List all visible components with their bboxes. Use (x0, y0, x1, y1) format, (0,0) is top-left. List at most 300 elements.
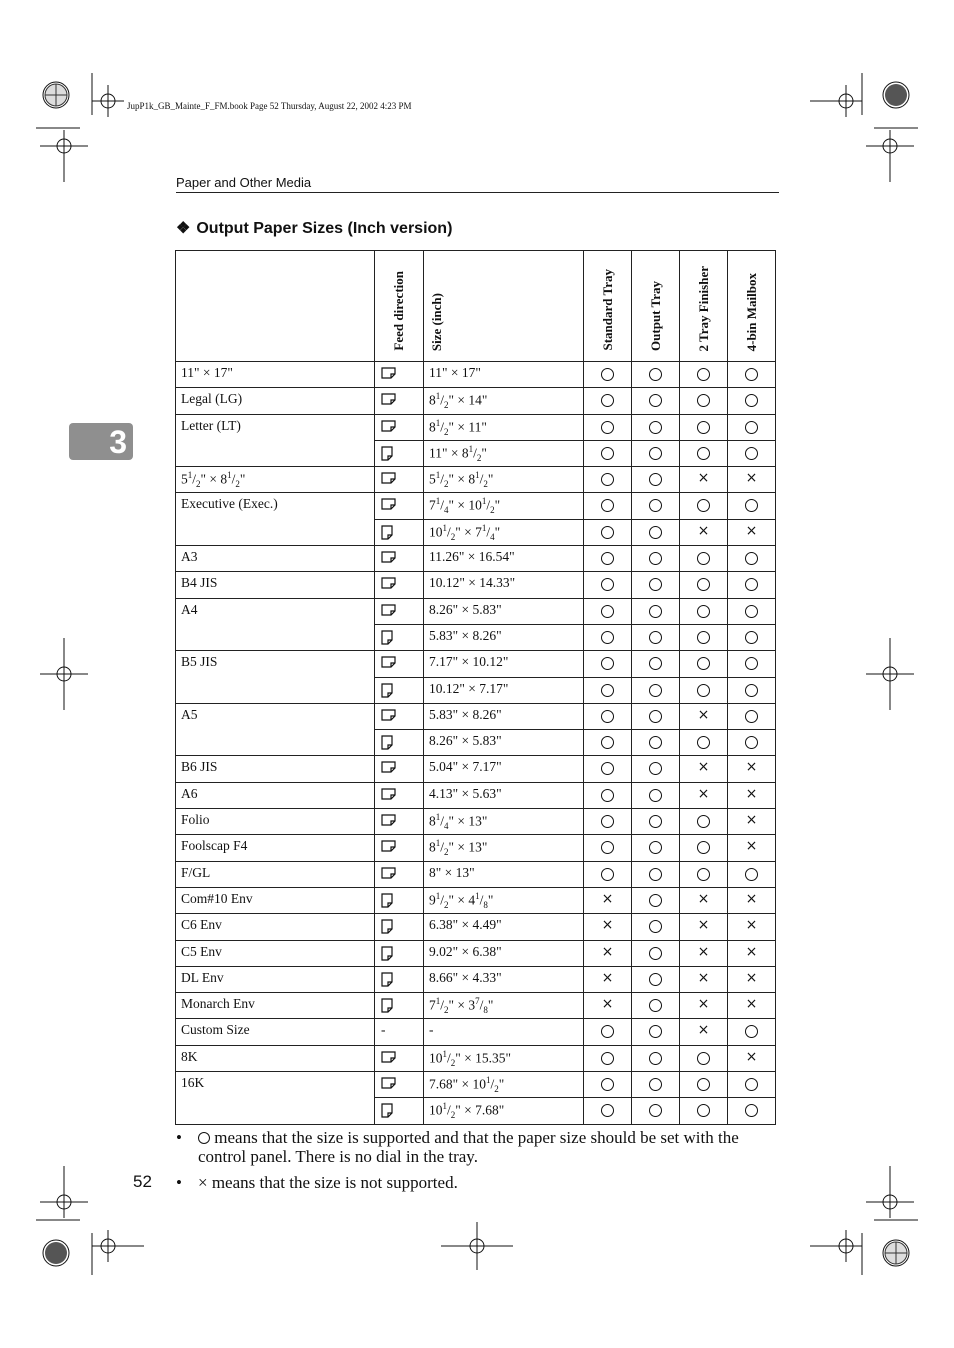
supported-circle-icon (745, 657, 758, 670)
size-cell: - (424, 1019, 584, 1045)
standard-tray-cell (584, 546, 632, 572)
not-supported-cross-icon: × (601, 996, 614, 1013)
supported-circle-icon (601, 710, 614, 723)
feed-direction-cell (375, 861, 424, 887)
table-row (176, 993, 776, 1019)
supported-circle-icon (601, 526, 614, 539)
landscape-feed-icon (381, 814, 396, 826)
feed-direction-cell (375, 966, 424, 992)
supported-circle-icon (601, 762, 614, 775)
table-row (176, 835, 776, 861)
not-supported-cross-icon: × (697, 522, 710, 539)
paper-name-cell: A4 (176, 598, 375, 651)
supported-circle-icon (601, 368, 614, 381)
size-cell: 4.13" × 5.63" (424, 782, 584, 808)
output-tray-cell (632, 440, 680, 466)
4-bin-mailbox-cell (728, 388, 776, 414)
output-tray-cell (632, 388, 680, 414)
size-cell: $8^1/_2$" × 14" (424, 388, 584, 414)
paper-name-cell: F/GL (176, 861, 375, 887)
landscape-feed-icon (381, 367, 396, 379)
paper-name-cell: Letter (LT) (176, 414, 375, 467)
feed-direction-cell (375, 440, 424, 466)
size-cell: $10^1/_2$" × $7^1/_4$" (424, 519, 584, 545)
2-tray-finisher-cell (680, 861, 728, 887)
not-supported-cross-icon: × (745, 838, 758, 855)
2-tray-finisher-cell (680, 1019, 728, 1045)
supported-circle-icon (601, 1104, 614, 1117)
output-tray-cell (632, 1045, 680, 1071)
not-supported-cross-icon: × (745, 943, 758, 960)
not-supported-cross-icon: × (745, 812, 758, 829)
supported-circle-icon (601, 684, 614, 697)
feed-direction-cell (375, 1072, 424, 1098)
standard-tray-cell (584, 887, 632, 913)
supported-circle-icon (697, 631, 710, 644)
standard-tray-cell (584, 493, 632, 519)
feed-direction-cell (375, 362, 424, 388)
table-row (176, 388, 776, 414)
supported-circle-icon (601, 841, 614, 854)
table-row (176, 756, 776, 782)
size-cell: 7.17" × 10.12" (424, 651, 584, 677)
4-bin-mailbox-cell (728, 362, 776, 388)
supported-circle-icon (745, 1104, 758, 1117)
feed-direction-cell (375, 598, 424, 624)
not-supported-cross-icon: × (697, 785, 710, 802)
landscape-feed-icon (381, 788, 396, 800)
not-supported-cross-icon: × (601, 890, 614, 907)
portrait-feed-icon (381, 972, 393, 987)
output-tray-cell (632, 703, 680, 729)
table-row (176, 940, 776, 966)
supported-circle-icon (697, 368, 710, 381)
header-paper-name (176, 251, 375, 362)
supported-circle-icon (649, 736, 662, 749)
supported-circle-icon (649, 999, 662, 1012)
supported-circle-icon (697, 841, 710, 854)
feed-direction-cell (375, 914, 424, 940)
output-tray-cell (632, 414, 680, 440)
size-cell: 11.26" × 16.54" (424, 546, 584, 572)
standard-tray-cell (584, 1019, 632, 1045)
supported-circle-icon (601, 1052, 614, 1065)
supported-circle-icon (649, 1052, 662, 1065)
2-tray-finisher-cell (680, 730, 728, 756)
feed-direction-cell (375, 809, 424, 835)
supported-circle-icon (745, 499, 758, 512)
size-cell: $8^1/_2$" × 11" (424, 414, 584, 440)
standard-tray-cell (584, 388, 632, 414)
supported-circle-icon (601, 552, 614, 565)
standard-tray-cell (584, 730, 632, 756)
note-supported-text: means that the size is supported and that the paper size should be set with the control panel. There is no dial in the tray. (198, 1128, 739, 1166)
4-bin-mailbox-cell (728, 519, 776, 545)
supported-circle-icon (697, 552, 710, 565)
4-bin-mailbox-cell (728, 493, 776, 519)
table-row (176, 651, 776, 677)
supported-circle-icon (649, 894, 662, 907)
landscape-feed-icon (381, 1051, 396, 1063)
not-supported-cross-icon: × (601, 969, 614, 986)
output-tray-cell (632, 730, 680, 756)
4-bin-mailbox-cell (728, 914, 776, 940)
standard-tray-cell (584, 966, 632, 992)
size-cell: $9^1/_2$" × $4^1/_8$" (424, 887, 584, 913)
2-tray-finisher-cell (680, 835, 728, 861)
supported-circle-icon (649, 1104, 662, 1117)
output-tray-cell (632, 1072, 680, 1098)
size-cell: 8.66" × 4.33" (424, 966, 584, 992)
paper-name-cell: 8K (176, 1045, 375, 1071)
feed-direction-cell (375, 887, 424, 913)
size-cell: $7^1/_4$" × $10^1/_2$" (424, 493, 584, 519)
2-tray-finisher-cell (680, 703, 728, 729)
not-supported-cross-icon: × (697, 890, 710, 907)
output-tray-cell (632, 782, 680, 808)
supported-circle-icon (601, 868, 614, 881)
supported-circle-icon (601, 473, 614, 486)
paper-name-cell: $5^1/_2$" × $8^1/_2$" (176, 467, 375, 493)
chapter-tab (69, 423, 133, 460)
supported-circle-icon (649, 421, 662, 434)
4-bin-mailbox-cell (728, 414, 776, 440)
supported-circle-icon (649, 762, 662, 775)
2-tray-finisher-cell (680, 1072, 728, 1098)
header-standard-tray: Standard Tray (584, 251, 632, 362)
standard-tray-cell (584, 703, 632, 729)
standard-tray-cell (584, 914, 632, 940)
4-bin-mailbox-cell (728, 572, 776, 598)
supported-circle-icon (649, 920, 662, 933)
supported-circle-icon (745, 447, 758, 460)
header-feed-direction: Feed direction (375, 251, 424, 362)
portrait-feed-icon (381, 735, 393, 750)
supported-circle-icon (601, 394, 614, 407)
size-cell: $7^1/_2$" × $3^7/_8$" (424, 993, 584, 1019)
paper-name-cell: C5 Env (176, 940, 375, 966)
portrait-feed-icon (381, 919, 393, 934)
4-bin-mailbox-cell (728, 809, 776, 835)
paper-name-cell: DL Env (176, 966, 375, 992)
feed-direction-cell (375, 1098, 424, 1124)
supported-circle-icon (745, 1025, 758, 1038)
supported-circle-icon (649, 447, 662, 460)
portrait-feed-icon (381, 893, 393, 908)
feed-direction-cell (375, 651, 424, 677)
standard-tray-cell (584, 519, 632, 545)
size-cell: 5.83" × 8.26" (424, 624, 584, 650)
output-tray-cell (632, 651, 680, 677)
feed-direction-cell (375, 493, 424, 519)
4-bin-mailbox-cell (728, 1045, 776, 1071)
size-cell: 10.12" × 7.17" (424, 677, 584, 703)
portrait-feed-icon (381, 683, 393, 698)
note-not-supported (176, 1173, 786, 1192)
landscape-feed-icon (381, 840, 396, 852)
paper-name-cell: A6 (176, 782, 375, 808)
header-4-bin-mailbox: 4-bin Mailbox (728, 251, 776, 362)
standard-tray-cell (584, 756, 632, 782)
size-cell: $5^1/_2$" × $8^1/_2$" (424, 467, 584, 493)
not-supported-cross-icon: × (697, 943, 710, 960)
note-supported (176, 1128, 786, 1166)
header-size: Size (inch) (424, 251, 584, 362)
supported-circle-icon (697, 499, 710, 512)
4-bin-mailbox-cell (728, 677, 776, 703)
feed-direction-cell (375, 940, 424, 966)
not-supported-cross-icon: × (745, 470, 758, 487)
size-cell: 5.04" × 7.17" (424, 756, 584, 782)
circle-mark-icon (198, 1132, 210, 1144)
note-not-supported-text: × means that the size is not supported. (198, 1173, 458, 1192)
output-tray-cell (632, 493, 680, 519)
chapter-number: 3 (109, 424, 127, 460)
2-tray-finisher-cell (680, 467, 728, 493)
paper-name-cell: Monarch Env (176, 993, 375, 1019)
size-cell: $8^1/_4$" × 13" (424, 809, 584, 835)
portrait-feed-icon (381, 446, 393, 461)
supported-circle-icon (697, 815, 710, 828)
portrait-feed-icon (381, 525, 393, 540)
running-head: Paper and Other Media (176, 175, 312, 190)
not-supported-cross-icon: × (745, 522, 758, 539)
4-bin-mailbox-cell (728, 966, 776, 992)
standard-tray-cell (584, 467, 632, 493)
size-cell: 8.26" × 5.83" (424, 598, 584, 624)
feed-direction-cell (375, 730, 424, 756)
feed-direction-cell (375, 519, 424, 545)
feed-direction-cell (375, 835, 424, 861)
output-tray-cell (632, 914, 680, 940)
size-cell: 8" × 13" (424, 861, 584, 887)
standard-tray-cell (584, 940, 632, 966)
table-row (176, 782, 776, 808)
standard-tray-cell (584, 861, 632, 887)
landscape-feed-icon (381, 577, 396, 589)
size-cell: 8.26" × 5.83" (424, 730, 584, 756)
4-bin-mailbox-cell (728, 651, 776, 677)
notes (176, 1128, 786, 1199)
not-supported-cross-icon: × (745, 759, 758, 776)
output-tray-cell (632, 940, 680, 966)
supported-circle-icon (697, 868, 710, 881)
supported-circle-icon (649, 868, 662, 881)
not-supported-cross-icon: × (745, 996, 758, 1013)
2-tray-finisher-cell (680, 1045, 728, 1071)
supported-circle-icon (649, 1025, 662, 1038)
not-supported-cross-icon: × (697, 470, 710, 487)
table-row (176, 1045, 776, 1071)
2-tray-finisher-cell (680, 519, 728, 545)
supported-circle-icon (745, 710, 758, 723)
4-bin-mailbox-cell (728, 1098, 776, 1124)
standard-tray-cell (584, 598, 632, 624)
landscape-feed-icon (381, 656, 396, 668)
supported-circle-icon (649, 947, 662, 960)
4-bin-mailbox-cell (728, 467, 776, 493)
not-supported-cross-icon: × (697, 1022, 710, 1039)
feed-direction-cell (375, 546, 424, 572)
standard-tray-cell (584, 835, 632, 861)
supported-circle-icon (649, 657, 662, 670)
supported-circle-icon (601, 578, 614, 591)
supported-circle-icon (649, 841, 662, 854)
2-tray-finisher-cell (680, 598, 728, 624)
table-row (176, 493, 776, 519)
feed-direction-cell (375, 467, 424, 493)
2-tray-finisher-cell (680, 887, 728, 913)
paper-name-cell: A5 (176, 703, 375, 756)
output-tray-cell (632, 1098, 680, 1124)
paper-name-cell: Legal (LG) (176, 388, 375, 414)
standard-tray-cell (584, 440, 632, 466)
table-row (176, 861, 776, 887)
supported-circle-icon (649, 605, 662, 618)
header-2-tray-finisher: 2 Tray Finisher (680, 251, 728, 362)
portrait-feed-icon (381, 946, 393, 961)
not-supported-cross-icon: × (745, 1048, 758, 1065)
2-tray-finisher-cell (680, 493, 728, 519)
not-supported-cross-icon: × (601, 943, 614, 960)
supported-circle-icon (649, 526, 662, 539)
supported-circle-icon (601, 499, 614, 512)
supported-circle-icon (745, 578, 758, 591)
supported-circle-icon (697, 394, 710, 407)
2-tray-finisher-cell (680, 624, 728, 650)
table-row (176, 887, 776, 913)
book-file-line: JupP1k_GB_Mainte_F_FM.book Page 52 Thursday, August 22, 2002 4:23 PM (127, 101, 412, 111)
table-row (176, 598, 776, 624)
standard-tray-cell (584, 572, 632, 598)
not-supported-cross-icon: × (697, 969, 710, 986)
not-supported-cross-icon: × (601, 917, 614, 934)
2-tray-finisher-cell (680, 914, 728, 940)
2-tray-finisher-cell (680, 782, 728, 808)
landscape-feed-icon (381, 604, 396, 616)
2-tray-finisher-cell (680, 440, 728, 466)
paper-name-cell: B6 JIS (176, 756, 375, 782)
supported-circle-icon (649, 552, 662, 565)
supported-circle-icon (745, 1078, 758, 1091)
supported-circle-icon (601, 631, 614, 644)
output-tray-cell (632, 519, 680, 545)
size-cell: $8^1/_2$" × 13" (424, 835, 584, 861)
paper-name-cell: Foolscap F4 (176, 835, 375, 861)
2-tray-finisher-cell (680, 940, 728, 966)
supported-circle-icon (649, 473, 662, 486)
supported-circle-icon (649, 1078, 662, 1091)
2-tray-finisher-cell (680, 966, 728, 992)
not-supported-cross-icon: × (745, 785, 758, 802)
landscape-feed-icon (381, 498, 396, 510)
supported-circle-icon (697, 447, 710, 460)
output-tray-cell (632, 835, 680, 861)
output-tray-cell (632, 677, 680, 703)
size-cell: 5.83" × 8.26" (424, 703, 584, 729)
standard-tray-cell (584, 782, 632, 808)
feed-direction-cell (375, 703, 424, 729)
supported-circle-icon (649, 815, 662, 828)
output-tray-cell (632, 546, 680, 572)
feed-direction-cell (375, 388, 424, 414)
supported-circle-icon (601, 1078, 614, 1091)
4-bin-mailbox-cell (728, 730, 776, 756)
4-bin-mailbox-cell (728, 703, 776, 729)
output-tray-cell (632, 966, 680, 992)
landscape-feed-icon (381, 1077, 396, 1089)
output-tray-cell (632, 624, 680, 650)
not-supported-cross-icon: × (697, 759, 710, 776)
supported-circle-icon (601, 815, 614, 828)
supported-circle-icon (745, 736, 758, 749)
output-tray-cell (632, 362, 680, 388)
standard-tray-cell (584, 651, 632, 677)
standard-tray-cell (584, 414, 632, 440)
output-tray-cell (632, 467, 680, 493)
portrait-feed-icon (381, 998, 393, 1013)
supported-circle-icon (649, 578, 662, 591)
diamond-bullet-icon: ❖ (176, 220, 191, 237)
landscape-feed-icon (381, 551, 396, 563)
paper-name-cell: Folio (176, 809, 375, 835)
2-tray-finisher-cell (680, 677, 728, 703)
4-bin-mailbox-cell (728, 440, 776, 466)
4-bin-mailbox-cell (728, 756, 776, 782)
landscape-feed-icon (381, 761, 396, 773)
output-tray-cell (632, 1019, 680, 1045)
table-header-row (176, 251, 776, 362)
feed-direction-cell (375, 1045, 424, 1071)
standard-tray-cell (584, 362, 632, 388)
output-tray-cell (632, 598, 680, 624)
2-tray-finisher-cell (680, 993, 728, 1019)
standard-tray-cell (584, 1098, 632, 1124)
portrait-feed-icon (381, 1103, 393, 1118)
supported-circle-icon (601, 605, 614, 618)
supported-circle-icon (649, 973, 662, 986)
4-bin-mailbox-cell (728, 1019, 776, 1045)
2-tray-finisher-cell (680, 388, 728, 414)
2-tray-finisher-cell (680, 651, 728, 677)
paper-name-cell: 11" × 17" (176, 362, 375, 388)
supported-circle-icon (697, 684, 710, 697)
table-row (176, 414, 776, 440)
paper-name-cell: Com#10 Env (176, 887, 375, 913)
feed-direction-cell (375, 993, 424, 1019)
supported-circle-icon (745, 684, 758, 697)
paper-name-cell: B4 JIS (176, 572, 375, 598)
supported-circle-icon (745, 421, 758, 434)
size-cell: 11" × 17" (424, 362, 584, 388)
table-row (176, 809, 776, 835)
supported-circle-icon (649, 684, 662, 697)
supported-circle-icon (601, 657, 614, 670)
table-row (176, 1019, 776, 1045)
header-output-tray: Output Tray (632, 251, 680, 362)
standard-tray-cell (584, 1072, 632, 1098)
table-row (176, 914, 776, 940)
table-row (176, 572, 776, 598)
supported-circle-icon (697, 578, 710, 591)
table-row (176, 703, 776, 729)
4-bin-mailbox-cell (728, 624, 776, 650)
size-cell: 10.12" × 14.33" (424, 572, 584, 598)
4-bin-mailbox-cell (728, 598, 776, 624)
paper-name-cell: 16K (176, 1072, 375, 1125)
2-tray-finisher-cell (680, 809, 728, 835)
supported-circle-icon (649, 368, 662, 381)
